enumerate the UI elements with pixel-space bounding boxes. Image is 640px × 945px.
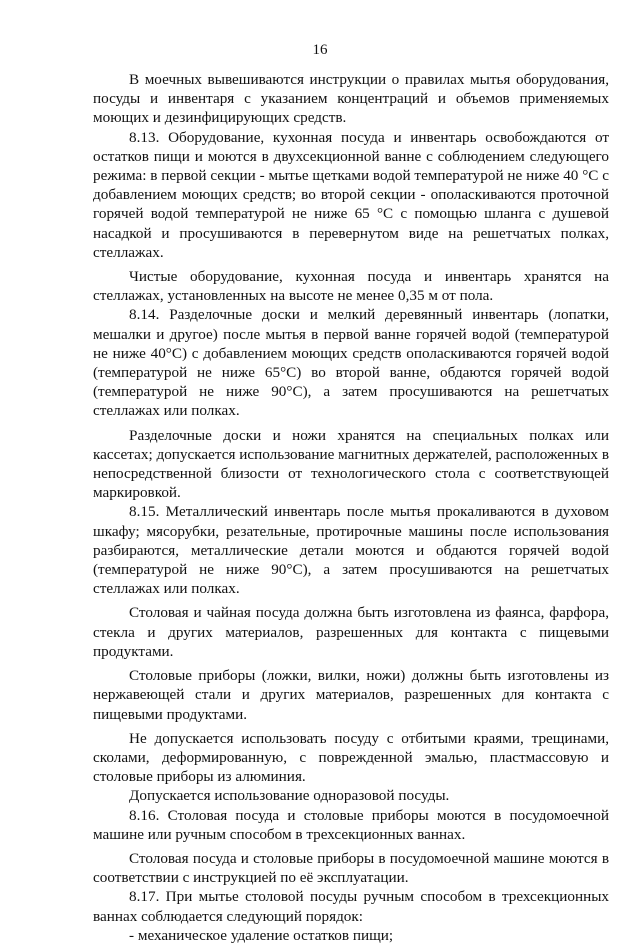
paragraph-8-13: 8.13. Оборудование, кухонная посуда и инвентарь освобождаются от остатков пищи и моются в двухсекционной ванне с соблюдением следующего режима: в первой секции - мытье щетками водой температурой не ниже 40 °С с добавлением моющих средств; во второй секции - ополаскиваются проточной горячей водой температурой не ниже 65 °С с помощью шланга с душевой насадкой и просушиваются в перевернутом виде на решетчатых полках, стеллажах. — [93, 128, 609, 261]
document-body — [93, 70, 609, 945]
paragraph-cutlery-materials: Столовые приборы (ложки, вилки, ножи) должны быть изготовлены из нержавеющей стали и других материалов, разрешенных для контакта с пищевыми продуктами. — [93, 667, 609, 723]
paragraph-8-14: 8.14. Разделочные доски и мелкий деревянный инвентарь (лопатки, мешалки и другое) после мытья в первой ванне горячей водой (температурой не ниже 40°С) с добавлением моющих средств ополаскиваются горячей водой (температурой не ниже 65°С) во второй ванне, обдаются горячей водой (температурой не ниже 90°С), а затем просушиваются на решетчатых стеллажах или полках. — [93, 306, 609, 420]
page-number: 16 — [312, 42, 328, 58]
paragraph-damaged-dishes: Не допускается использовать посуду с отбитыми краями, трещинами, сколами, деформированную, с поврежденной эмалью, пластмассовую и столовые приборы из алюминия. — [93, 729, 609, 786]
paragraph-clean-equipment-storage: Чистые оборудование, кухонная посуда и инвентарь хранятся на стеллажах, установленных на высоте не менее 0,35 м от пола. — [93, 268, 609, 305]
paragraph-8-17: 8.17. При мытье столовой посуды ручным способом в трехсекционных ваннах соблюдается следующий порядок: — [93, 888, 609, 925]
paragraph-dishwasher-instructions: Столовая посуда и столовые приборы в посудомоечной машине моются в соответствии с инструкцией по её эксплуатации. — [93, 849, 609, 887]
paragraph-8-16: 8.16. Столовая посуда и столовые приборы моются в посудомоечной машине или ручным способом в трехсекционных ваннах. — [93, 806, 609, 843]
paragraph-washroom-instructions: В моечных вывешиваются инструкции о правилах мытья оборудования, посуды и инвентаря с указанием концентраций и объемов применяемых моющих и дезинфицирующих средств. — [93, 71, 609, 127]
paragraph-tableware-materials: Столовая и чайная посуда должна быть изготовлена из фаянса, фарфора, стекла и других материалов, разрешенных для контакта с пищевыми продуктами. — [93, 604, 609, 660]
list-item-food-removal: - механическое удаление остатков пищи; — [129, 926, 394, 944]
paragraph-boards-knives-storage: Разделочные доски и ножи хранятся на специальных полках или кассетах; допускается использование магнитных держателей, расположенных в непосредственной близости от технологического стола с соответствующей маркировкой. — [93, 426, 609, 502]
paragraph-disposable-dishes: Допускается использование одноразовой посуды. — [129, 787, 450, 805]
paragraph-8-15: 8.15. Металлический инвентарь после мытья прокаливаются в духовом шкафу; мясорубки, резательные, протирочные машины после использования разбираются, металлические детали моются и обдаются горячей водой (температурой не ниже 90°С), а затем просушиваются на решетчатых стеллажах или полках. — [93, 503, 609, 598]
